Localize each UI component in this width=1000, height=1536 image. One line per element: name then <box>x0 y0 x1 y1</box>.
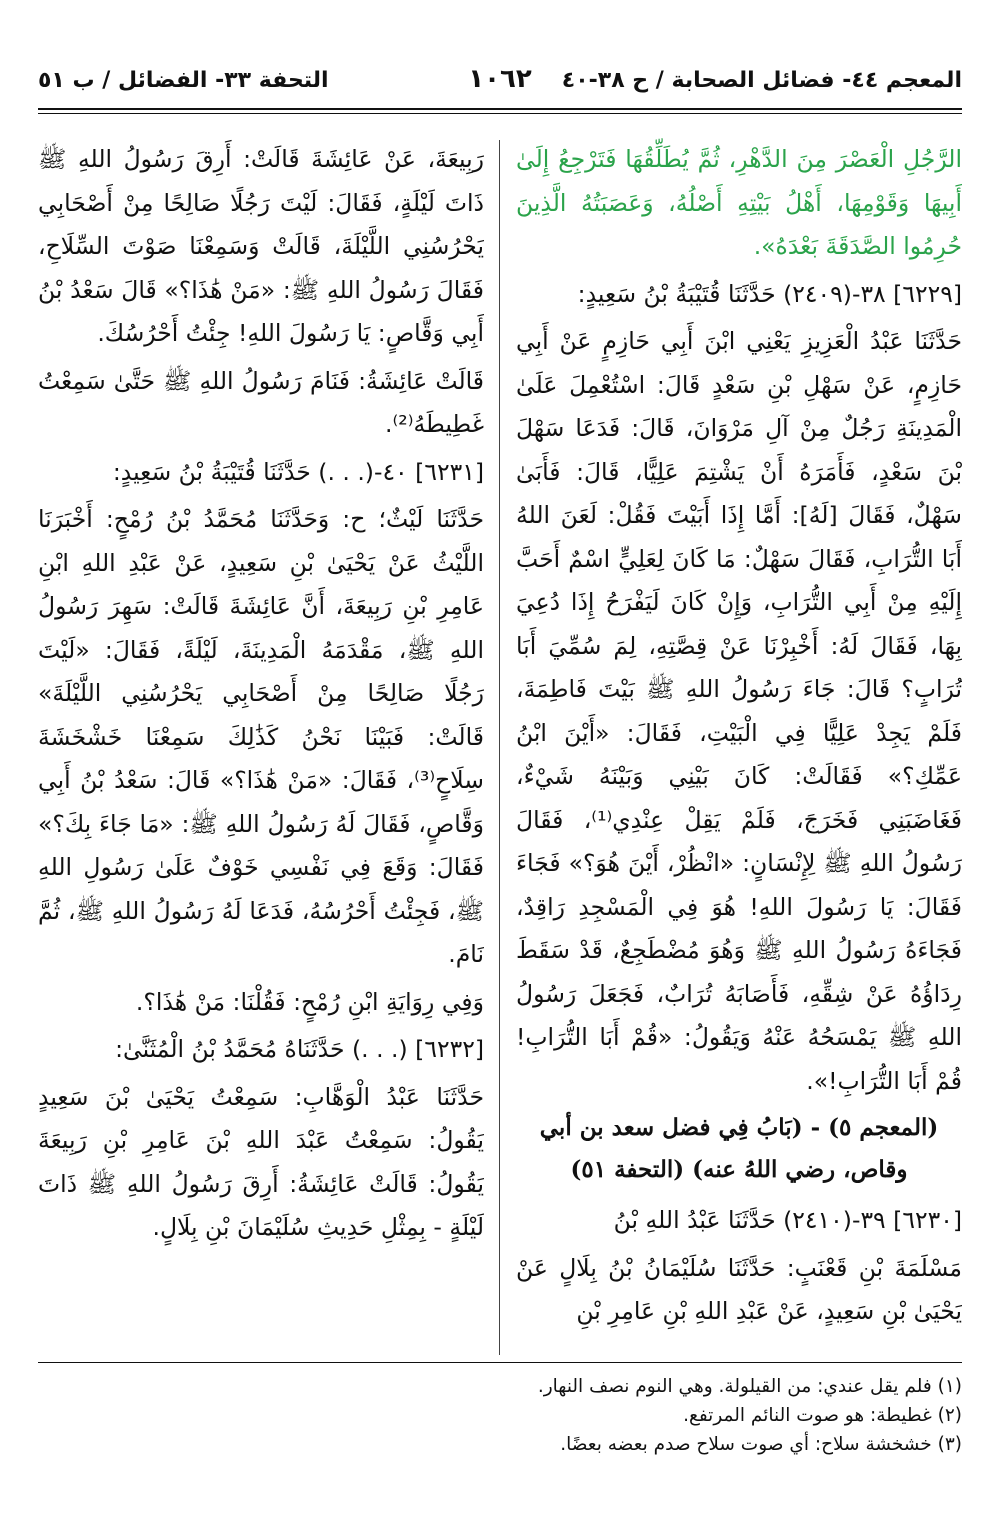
hadith-6230-heading: [٦٢٣٠] ٣٩-(٢٤١٠) حَدَّثَنَا عَبْدُ اللهِ بْنُ <box>613 1206 962 1234</box>
hadith-6229-heading: [٦٢٢٩] ٣٨-(٢٤٠٩) حَدَّثَنَا قُتَيْبَةُ بْنُ سَعِيدٍ: <box>577 279 962 308</box>
hadith-6230-continuation: رَبِيعَةَ، عَنْ عَائِشَةَ قَالَتْ: أَرِقَ رَسُولُ اللهِ ﷺ ذَاتَ لَيْلَةٍ، فَقَالَ: لَيْتَ رَجُلًا صَالِحًا مِنْ أَصْحَابِي يَحْرُسُنِي اللَّيْلَةَ، قَالَتْ وَسَمِعْنَا صَوْتَ السِّلَاحِ، فَقَالَ رَسُولُ اللهِ ﷺ: «مَنْ هَٰذَا؟» قَالَ سَعْدُ بْنُ أَبِي وَقَّاصٍ: يَا رَسُولَ اللهِ! جِئْتُ أَحْرُسُكَ. <box>38 145 484 347</box>
hadith-6231-heading: [٦٢٣١] ٤٠-(. . .) حَدَّثَنَا قُتَيْبَةُ بْنُ سَعِيدٍ: <box>112 457 484 486</box>
right-column <box>516 138 962 1360</box>
column-divider <box>499 140 500 1355</box>
footnote-2: (٢) غطيطة: هو صوت النائم المرتفع. <box>683 1405 962 1426</box>
quoted-continuation: الرَّجُلِ الْعَصْرَ مِنَ الدَّهْرِ، ثُمَّ يُطَلِّقُهَا فَتَرْجِعُ إِلَىٰ أَبِيهَا وَقَوْمِهَا، أَهْلُ بَيْتِهِ أَصْلُهُ، وَعَصَبَتُهُ الَّذِينَ حُرِمُوا الصَّدَقَةَ بَعْدَهُ». <box>516 145 962 260</box>
hadith-6231-text: حَدَّثَنَا لَيْثٌ؛ ح: وَحَدَّثَنَا مُحَمَّدُ بْنُ رُمْحٍ: أَخْبَرَنَا اللَّيْثُ عَنْ يَحْيَىٰ بْنِ سَعِيدٍ، عَنْ عَبْدِ اللهِ ابْنِ عَامِرِ بْنِ رَبِيعَةَ، أَنَّ عَائِشَةَ قَالَتْ: سَهِرَ رَسُولُ اللهِ ﷺ، مَقْدَمَهُ الْمَدِينَةَ، لَيْلَةً، فَقَالَ: «لَيْتَ رَجُلًا صَالِحًا مِنْ أَصْحَابِي يَحْرُسُنِي اللَّيْلَةَ» قَالَتْ: فَبَيْنَا نَحْنُ كَذَٰلِكَ سَمِعْنَا خَشْخَشَةَ سِلَاحٍ⁽³⁾، فَقَالَ: «مَنْ هَٰذَا؟» قَالَ: سَعْدُ بْنُ أَبِي وَقَّاصٍ، فَقَالَ لَهُ رَسُولُ اللهِ ﷺ: «مَا جَاءَ بِكَ؟» فَقَالَ: وَقَعَ فِي نَفْسِي خَوْفٌ عَلَىٰ رَسُولِ اللهِ ﷺ، فَجِئْتُ أَحْرُسُهُ، فَدَعَا لَهُ رَسُولُ اللهِ ﷺ، ثُمَّ نَامَ. <box>38 505 484 968</box>
ibn-rumh-narration: وَفِي رِوَايَةِ ابْنِ رُمْحٍ: فَقُلْنَا: مَنْ هَٰذَا؟. <box>135 987 484 1016</box>
hadith-6232-text: حَدَّثَنَا عَبْدُ الْوَهَّابِ: سَمِعْتُ يَحْيَىٰ بْنَ سَعِيدٍ يَقُولُ: سَمِعْتُ عَبْدَ اللهِ بْنَ عَامِرِ بْنِ رَبِيعَةَ يَقُولُ: قَالَتْ عَائِشَةُ: أَرِقَ رَسُولُ اللهِ ﷺ ذَاتَ لَيْلَةٍ - بِمِثْلِ حَدِيثِ سُلَيْمَانَ بْنِ بِلَالٍ. <box>38 1082 484 1241</box>
page-header <box>38 62 962 110</box>
page-number: ١٠٦٢ <box>468 64 532 94</box>
left-column <box>38 138 484 1360</box>
hadith-6229-text: حَدَّثَنَا عَبْدُ الْعَزِيزِ يَعْنِي ابْنَ أَبِي حَازِمٍ عَنْ أَبِي حَازِمٍ، عَنْ سَهْلِ بْنِ سَعْدٍ قَالَ: اسْتُعْمِلَ عَلَىٰ الْمَدِينَةِ رَجُلٌ مِنْ آلِ مَرْوَانَ، قَالَ: فَدَعَا سَهْلَ بْنَ سَعْدٍ، فَأَمَرَهُ أَنْ يَشْتِمَ عَلِيًّا، قَالَ: فَأَبَىٰ سَهْلٌ، فَقَالَ [لَهُ]: أَمَّا إِذَا أَبَيْتَ فَقُلْ: لَعَنَ اللهُ أَبَا التُّرَابِ، فَقَالَ سَهْلٌ: مَا كَانَ لِعَلِيٍّ اسْمٌ أَحَبَّ إِلَيْهِ مِنْ أَبِي التُّرَابِ، وَإِنْ كَانَ لَيَفْرَحُ إِذَا دُعِيَ بِهَا، فَقَالَ لَهُ: أَخْبِرْنَا عَنْ قِصَّتِهِ، لِمَ سُمِّيَ أَبَا تُرَابٍ؟ قَالَ: جَاءَ رَسُولُ اللهِ ﷺ بَيْتَ فَاطِمَةَ، فَلَمْ يَجِدْ عَلِيًّا فِي الْبَيْتِ، فَقَالَ: «أَيْنَ ابْنُ عَمِّكِ؟» فَقَالَتْ: كَانَ بَيْنِي وَبَيْنَهُ شَيْءٌ، فَغَاضَبَنِي فَخَرَجَ، فَلَمْ يَقِلْ عِنْدِي⁽¹⁾، فَقَالَ رَسُولُ اللهِ ﷺ لِإِنْسَانٍ: «انْظُرْ، أَيْنَ هُوَ؟» فَجَاءَ فَقَالَ: يَا رَسُولَ اللهِ! هُوَ فِي الْمَسْجِدِ رَاقِدٌ، فَجَاءَهُ رَسُولُ اللهِ ﷺ وَهُوَ مُضْطَجِعٌ، قَدْ سَقَطَ رِدَاؤُهُ عَنْ شِقِّهِ، فَأَصَابَهُ تُرَابٌ، فَجَعَلَ رَسُولُ اللهِ ﷺ يَمْسَحُهُ عَنْهُ وَيَقُولُ: «قُمْ أَبَا التُّرَابِ! قُمْ أَبَا التُّرَابِ!». <box>516 327 962 1095</box>
aisha-statement: قَالَتْ عَائِشَةُ: فَنَامَ رَسُولُ اللهِ ﷺ حَتَّىٰ سَمِعْتُ غَطِيطَهُ⁽²⁾. <box>38 366 484 438</box>
hadith-6230-text: مَسْلَمَةَ بْنِ قَعْنَبٍ: حَدَّثَنَا سُلَيْمَانُ بْنُ بِلَالٍ عَنْ يَحْيَىٰ بْنِ سَعِيدٍ، عَنْ عَبْدِ اللهِ بْنِ عَامِرِ بْنِ <box>516 1253 962 1325</box>
header-chapter-ref: المعجم ٤٤- فضائل الصحابة / ح ٣٨-٤٠ <box>561 68 962 93</box>
hadith-6232-heading: [٦٢٣٢] (. . .) حَدَّثَنَاهُ مُحَمَّدُ بْنُ الْمُثَنَّىٰ: <box>115 1035 484 1063</box>
footnote-1: (١) فلم يقل عندي: من القيلولة. وهي النوم نصف النهار. <box>537 1376 962 1397</box>
footnote-3: (٣) خشخشة سلاح: أي صوت سلاح صدم بعضه بعضًا. <box>560 1434 962 1455</box>
footnotes <box>38 1372 962 1459</box>
header-rule <box>38 113 962 114</box>
header-tuhfa-ref: التحفة ٣٣- الفضائل / ب ٥١ <box>38 68 329 93</box>
footnote-rule <box>38 1362 962 1363</box>
chapter-title: (المعجم ٥) - (بَابُ فِي فضل سعد بن أبي وقاص، رضي اللهُ عنه) (التحفة ٥١) <box>539 1114 939 1183</box>
